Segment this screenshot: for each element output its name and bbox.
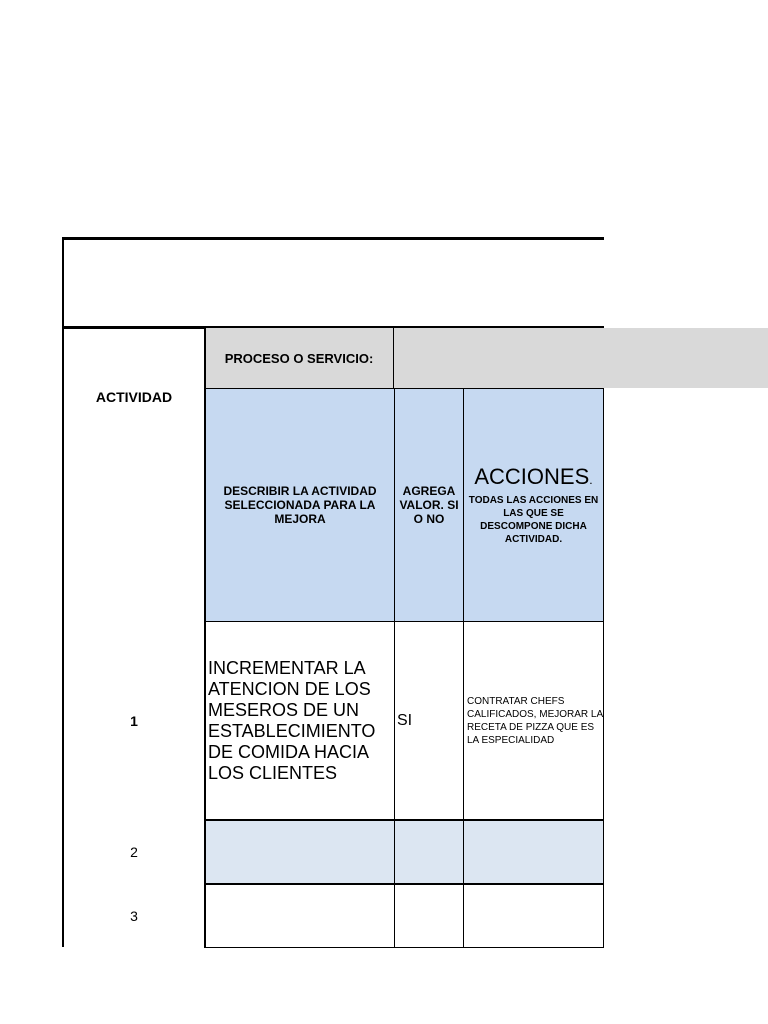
row-activity: INCREMENTAR LA ATENCION DE LOS MESEROS DE UN ESTABLECIMIENTO DE COMIDA HACIA LOS CLIENTES xyxy=(208,657,376,783)
top-border xyxy=(62,237,604,240)
col-adds-value-label: AGREGA VALOR. SI O NO xyxy=(399,484,459,526)
actions-dot: . xyxy=(589,472,593,487)
row-adds-value-cell[interactable] xyxy=(394,621,464,820)
row-adds-value-cell[interactable] xyxy=(394,884,464,948)
row-adds-value: SI xyxy=(397,711,413,729)
col-describe-header xyxy=(204,388,395,622)
process-value[interactable] xyxy=(394,328,768,388)
process-label: PROCESO O SERVICIO: xyxy=(224,350,374,366)
actions-subtitle: TODAS LAS ACCIONES EN LAS QUE SE DESCOMPONE DICHA ACTIVIDAD. xyxy=(468,494,599,545)
col-describe-label: DESCRIBIR LA ACTIVIDAD SELECCIONADA PARA LA MEJORA xyxy=(223,484,377,526)
row-actions-cell[interactable] xyxy=(463,820,604,884)
row-actions-cell[interactable] xyxy=(463,621,604,820)
col-actions-header xyxy=(463,388,604,622)
row-actions: CONTRATAR CHEFS CALIFICADOS, MEJORAR LA RECETA DE PIZZA QUE ES LA ESPECIALIDAD xyxy=(467,695,603,746)
col-adds-value-header xyxy=(394,388,464,622)
row-adds-value-cell[interactable] xyxy=(394,820,464,884)
row-activity-cell[interactable] xyxy=(204,820,395,884)
row-actions-cell[interactable] xyxy=(463,884,604,948)
actions-title: ACCIONES xyxy=(474,463,590,489)
row-activity-cell[interactable] xyxy=(204,884,395,948)
row-number: 1 xyxy=(130,712,138,729)
row-number: 2 xyxy=(130,844,138,860)
row-number: 3 xyxy=(130,908,138,924)
actions-title-wrap xyxy=(474,465,592,492)
row-activity-cell[interactable] xyxy=(204,621,395,820)
activity-label: ACTIVIDAD xyxy=(95,389,173,405)
